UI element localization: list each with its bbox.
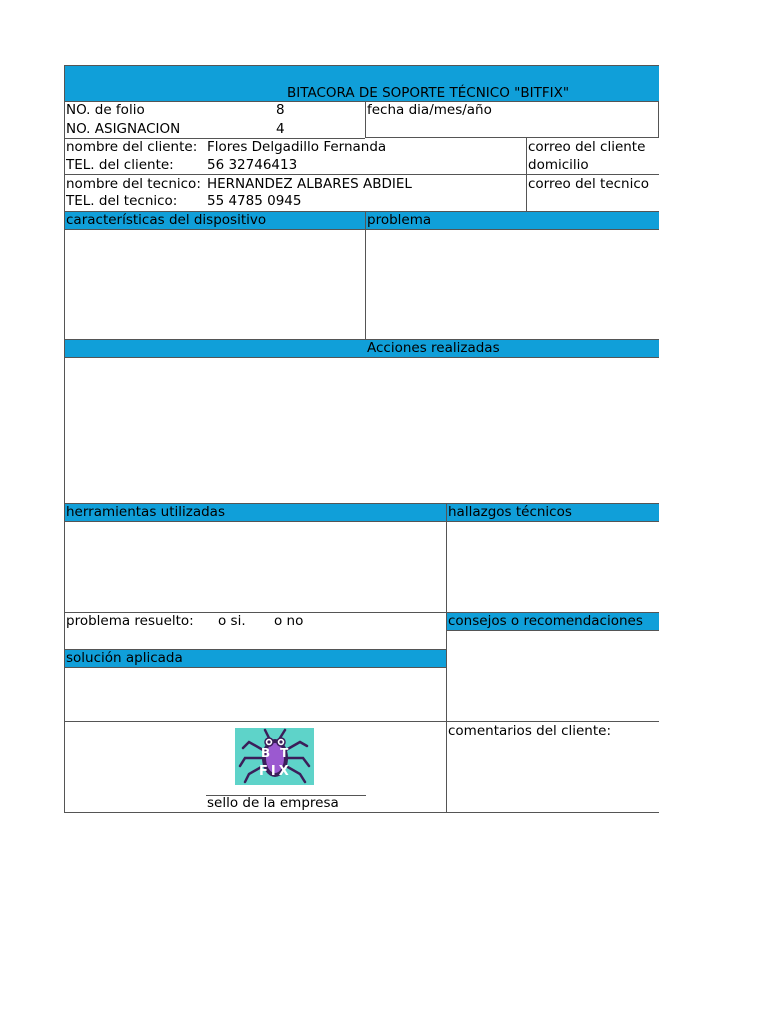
caracteristicas-field[interactable] [65, 230, 365, 339]
asignacion-label: NO. ASIGNACION [66, 121, 181, 137]
asignacion-value[interactable]: 4 [276, 121, 285, 137]
sello-label: sello de la empresa [207, 795, 339, 811]
fecha-label: fecha dia/mes/año [367, 102, 492, 118]
comentarios-label: comentarios del cliente: [448, 723, 611, 739]
acciones-field[interactable] [65, 358, 659, 503]
acciones-heading: Acciones realizadas [367, 340, 500, 356]
tecnico-email-label: correo del tecnico [528, 176, 650, 192]
cliente-email-label: correo del cliente [528, 139, 646, 155]
logo-text-bottom: FIX [259, 764, 292, 779]
grid-line [526, 138, 527, 211]
cliente-name-label: nombre del cliente: [66, 139, 198, 155]
solucion-heading: solución aplicada [66, 650, 183, 666]
cliente-tel-value[interactable]: 56 32746413 [207, 157, 298, 173]
grid-line [64, 339, 659, 340]
form-title: BITACORA DE SOPORTE TÉCNICO "BITFIX" [287, 85, 570, 101]
border-top [64, 65, 659, 66]
cliente-address-label: domicilio [528, 157, 589, 173]
option-no[interactable]: o no [274, 613, 304, 629]
comentarios-field[interactable] [447, 740, 659, 812]
tecnico-tel-value[interactable]: 55 4785 0945 [207, 193, 302, 209]
problema-heading: problema [367, 212, 432, 228]
folio-value[interactable]: 8 [276, 102, 285, 118]
border-bottom [64, 812, 659, 813]
tecnico-name-label: nombre del tecnico: [66, 176, 201, 192]
bitfix-logo [235, 728, 314, 785]
cliente-tel-label: TEL. del cliente: [66, 157, 174, 173]
logo-text-top: BT [261, 746, 299, 760]
herramientas-heading: herramientas utilizadas [66, 504, 225, 520]
caracteristicas-heading: características del dispositivo [66, 212, 267, 228]
acciones-band [65, 339, 659, 357]
problema-field[interactable] [366, 230, 659, 339]
herramientas-field[interactable] [65, 522, 446, 612]
cliente-name-value[interactable]: Flores Delgadillo Fernanda [207, 139, 387, 155]
grid-line [365, 101, 366, 138]
problema-resuelto-label: problema resuelto: [66, 613, 194, 629]
option-si[interactable]: o si. [218, 613, 246, 629]
hallazgos-field[interactable] [447, 522, 659, 612]
tecnico-tel-label: TEL. del tecnico: [66, 193, 178, 209]
folio-label: NO. de folio [66, 102, 145, 118]
grid-line [658, 101, 659, 138]
consejos-field[interactable] [447, 631, 659, 721]
consejos-heading: consejos o recomendaciones [448, 613, 643, 629]
tecnico-name-value[interactable]: HERNANDEZ ALBARES ABDIEL [207, 176, 412, 192]
hallazgos-heading: hallazgos técnicos [448, 504, 572, 520]
solucion-field[interactable] [65, 668, 446, 721]
